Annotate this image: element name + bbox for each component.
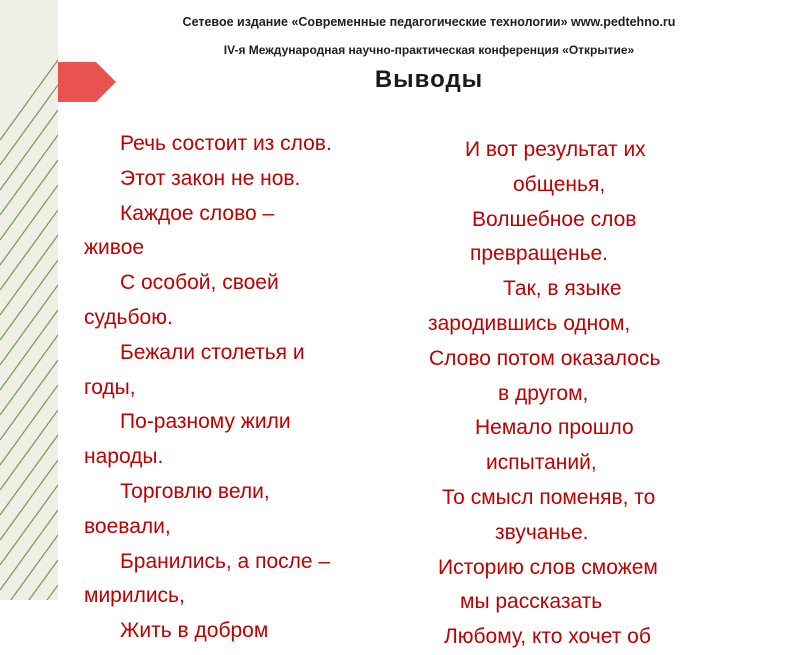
poem-line: народы. (84, 445, 164, 469)
poem-line: общенья, (513, 172, 606, 196)
publication-line: Сетевое издание «Современные педагогические технологии» www.pedtehno.ru (182, 15, 676, 29)
poem-line: зародившись одном, (428, 311, 631, 335)
poem-right-column (420, 133, 740, 655)
poem-line: мирились, (84, 584, 185, 608)
conference-line: IV-я Международная научно-практическая конференция «Открытие» (223, 43, 635, 57)
poem-line: Любому, кто хочет об (444, 625, 651, 649)
poem-line: испытаний, (486, 451, 597, 475)
poem-line: Так, в языке (503, 277, 622, 301)
poem-line: Бранились, а после – (120, 549, 331, 573)
poem-line: годы, (84, 375, 136, 399)
poem-line: судьбою. (84, 305, 173, 329)
poem-line: И вот результат их (465, 138, 646, 161)
poem-line: По-разному жили (120, 410, 291, 434)
poem-line: Торговлю вели, (120, 479, 270, 503)
poem-line: звучанье. (495, 520, 589, 544)
slide-title: Выводы (374, 66, 484, 93)
poem-line: Волшебное слов (472, 207, 637, 231)
poem-line: Немало прошло (475, 416, 634, 440)
poem-line: Речь состоит из слов. (120, 132, 332, 155)
stripe-pattern (0, 0, 58, 600)
poem-line: Бежали столетья и (120, 340, 305, 364)
poem-line: Слово потом оказалось (429, 346, 661, 370)
poem-line: в другом, (498, 381, 589, 405)
poem-line: Жить в добром (120, 619, 269, 643)
poem-line: превращенье. (470, 242, 609, 266)
poem-line: живое (84, 236, 145, 260)
poem-line: Этот закон не нов. (120, 166, 301, 190)
header (58, 12, 800, 60)
poem-line: С особой, своей (120, 271, 279, 295)
poem-left-column (84, 127, 404, 649)
poem-line: Каждое слово – (120, 201, 275, 225)
poem-line: мы рассказать (460, 590, 603, 614)
poem-line: воевали, (84, 514, 171, 538)
poem-line: Историю слов сможем (438, 555, 658, 579)
poem-line: То смысл поменяв, то (442, 485, 656, 509)
